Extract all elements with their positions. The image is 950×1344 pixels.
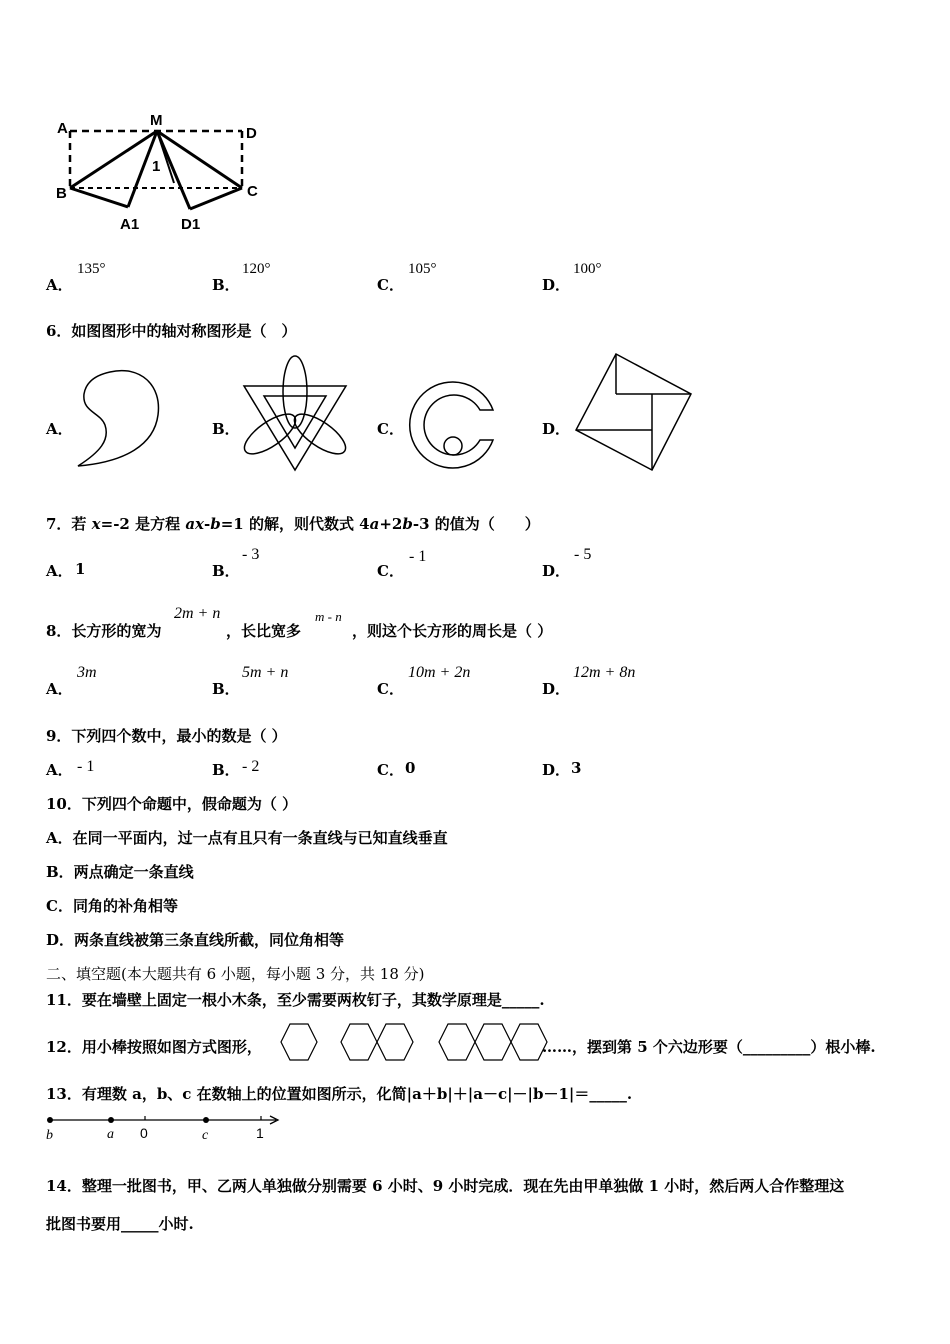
q5-option-b-value: 120° <box>242 261 271 277</box>
square-pinwheel-icon <box>570 350 695 475</box>
c-ring-icon <box>405 380 500 475</box>
q7-option-a-value: 1 <box>75 560 86 578</box>
q5-label-angle1: 1 <box>152 158 161 175</box>
q8-option-c-value: 10m + 2n <box>408 664 471 681</box>
q5-option-c-value: 105° <box>408 261 437 277</box>
q5-option-d-letter: D． <box>542 276 571 294</box>
q6-option-b-letter: B． <box>212 420 240 438</box>
q5-geometry-figure <box>50 108 280 238</box>
q5-line-cd1 <box>190 188 242 209</box>
q6-option-a-letter: A． <box>46 420 73 438</box>
q5-line-m-inner <box>157 131 174 183</box>
q8-option-d-letter: D． <box>542 680 571 698</box>
q6-option-d-letter: D． <box>542 420 571 438</box>
q8-option-c-letter: C． <box>377 680 404 698</box>
hexagon-sticks-figure <box>278 1022 543 1064</box>
q9-option-c-value: 0 <box>405 759 416 777</box>
q14-line1: 14．整理一批图书，甲、乙两人单独做分别需要 6 小时、9 小时完成．现在先由甲单独做 1 小时，然后两人合作整理这 <box>46 1177 845 1195</box>
number-line-label-c: c <box>202 1128 209 1143</box>
q10-stem: 10．下列四个命题中，假命题为（ ） <box>46 795 298 813</box>
q8-option-a-letter: A． <box>46 680 73 698</box>
comma-shape-icon <box>70 360 170 475</box>
number-line-label-b: b <box>46 1128 53 1143</box>
q9-option-c-letter: C． <box>377 761 404 779</box>
number-line-figure <box>44 1110 289 1142</box>
q10-option-b: B．两点确定一条直线 <box>46 863 194 881</box>
q8-option-b-letter: B． <box>212 680 240 698</box>
q7-option-c-value: - 1 <box>409 548 427 565</box>
q5-option-a-value: 135° <box>77 261 106 277</box>
number-line-label-a: a <box>107 1127 114 1142</box>
q5-label-d1: D1 <box>181 216 201 233</box>
q10-option-a: A．在同一平面内，过一点有且只有一条直线与已知直线垂直 <box>46 829 448 847</box>
q5-label-m: M <box>150 112 163 129</box>
q8-width-expr: 2m + n <box>174 605 221 622</box>
q5-label-d: D <box>246 125 257 142</box>
section-2-heading: 二、填空题(本大题共有 6 小题，每小题 3 分，共 18 分) <box>46 965 425 983</box>
q8-option-b-value: 5m + n <box>242 664 289 681</box>
q12-stem-b: ……，摆到第 5 个六边形要（_________）根小棒. <box>542 1038 876 1056</box>
q5-option-b-letter: B． <box>212 276 240 294</box>
q7-option-d-letter: D． <box>542 562 571 580</box>
q7-option-d-value: - 5 <box>574 546 592 563</box>
q6-stem: 6．如图图形中的轴对称图形是（ ） <box>46 322 297 340</box>
q5-option-d-value: 100° <box>573 261 602 277</box>
number-line-label-0: 0 <box>140 1125 148 1141</box>
q6-option-c-letter: C． <box>377 420 404 438</box>
q5-label-a1: A1 <box>120 216 140 233</box>
q5-label-b: B <box>56 185 67 202</box>
q11-stem: 11．要在墙壁上固定一根小木条，至少需要两枚钉子，其数学原理是_____. <box>46 991 545 1009</box>
q7-stem: 7．若 x=-2 是方程 ax-b=1 的解，则代数式 4a+2b-3 的值为（ ） <box>46 515 540 533</box>
q9-option-b-value: - 2 <box>242 758 260 775</box>
q5-line-ba1 <box>70 188 128 207</box>
q8-diff-expr: m - n <box>315 609 342 624</box>
q9-option-a-value: - 1 <box>77 758 95 775</box>
q14-line2: 批图书要用_____小时. <box>46 1215 194 1233</box>
q5-option-a-letter: A． <box>46 276 73 294</box>
q9-option-a-letter: A． <box>46 761 73 779</box>
q8-stem-a: 8．长方形的宽为 <box>46 622 162 640</box>
q13-stem: 13．有理数 a，b、c 在数轴上的位置如图所示，化简|a＋b|＋|a－c|－|b－1|＝_____. <box>46 1085 633 1103</box>
q8-stem-b: ，长比宽多 <box>226 622 302 640</box>
q9-option-d-value: 3 <box>571 759 582 777</box>
q12-stem-a: 12．用小棒按照如图方式图形， <box>46 1038 262 1056</box>
q8-stem-c: ，则这个长方形的周长是（ ） <box>352 622 553 640</box>
q8-option-d-value: 12m + 8n <box>573 664 636 681</box>
q5-label-a: A <box>57 120 68 137</box>
q7-option-a-letter: A． <box>46 562 73 580</box>
q9-option-d-letter: D． <box>542 761 571 779</box>
number-line-label-1: 1 <box>256 1125 264 1141</box>
q10-option-d: D．两条直线被第三条直线所截，同位角相等 <box>46 931 345 949</box>
q9-stem: 9．下列四个数中，最小的数是（ ） <box>46 727 287 745</box>
q5-line-mb <box>70 131 157 188</box>
q10-option-c: C．同角的补角相等 <box>46 897 178 915</box>
q7-option-b-value: - 3 <box>242 546 260 563</box>
q5-label-c: C <box>247 183 258 200</box>
q9-option-b-letter: B． <box>212 761 240 779</box>
q7-option-b-letter: B． <box>212 562 240 580</box>
q5-option-c-letter: C． <box>377 276 404 294</box>
triangle-ellipses-icon <box>238 352 353 477</box>
q8-option-a-value: 3m <box>77 664 97 681</box>
q7-option-c-letter: C． <box>377 562 404 580</box>
